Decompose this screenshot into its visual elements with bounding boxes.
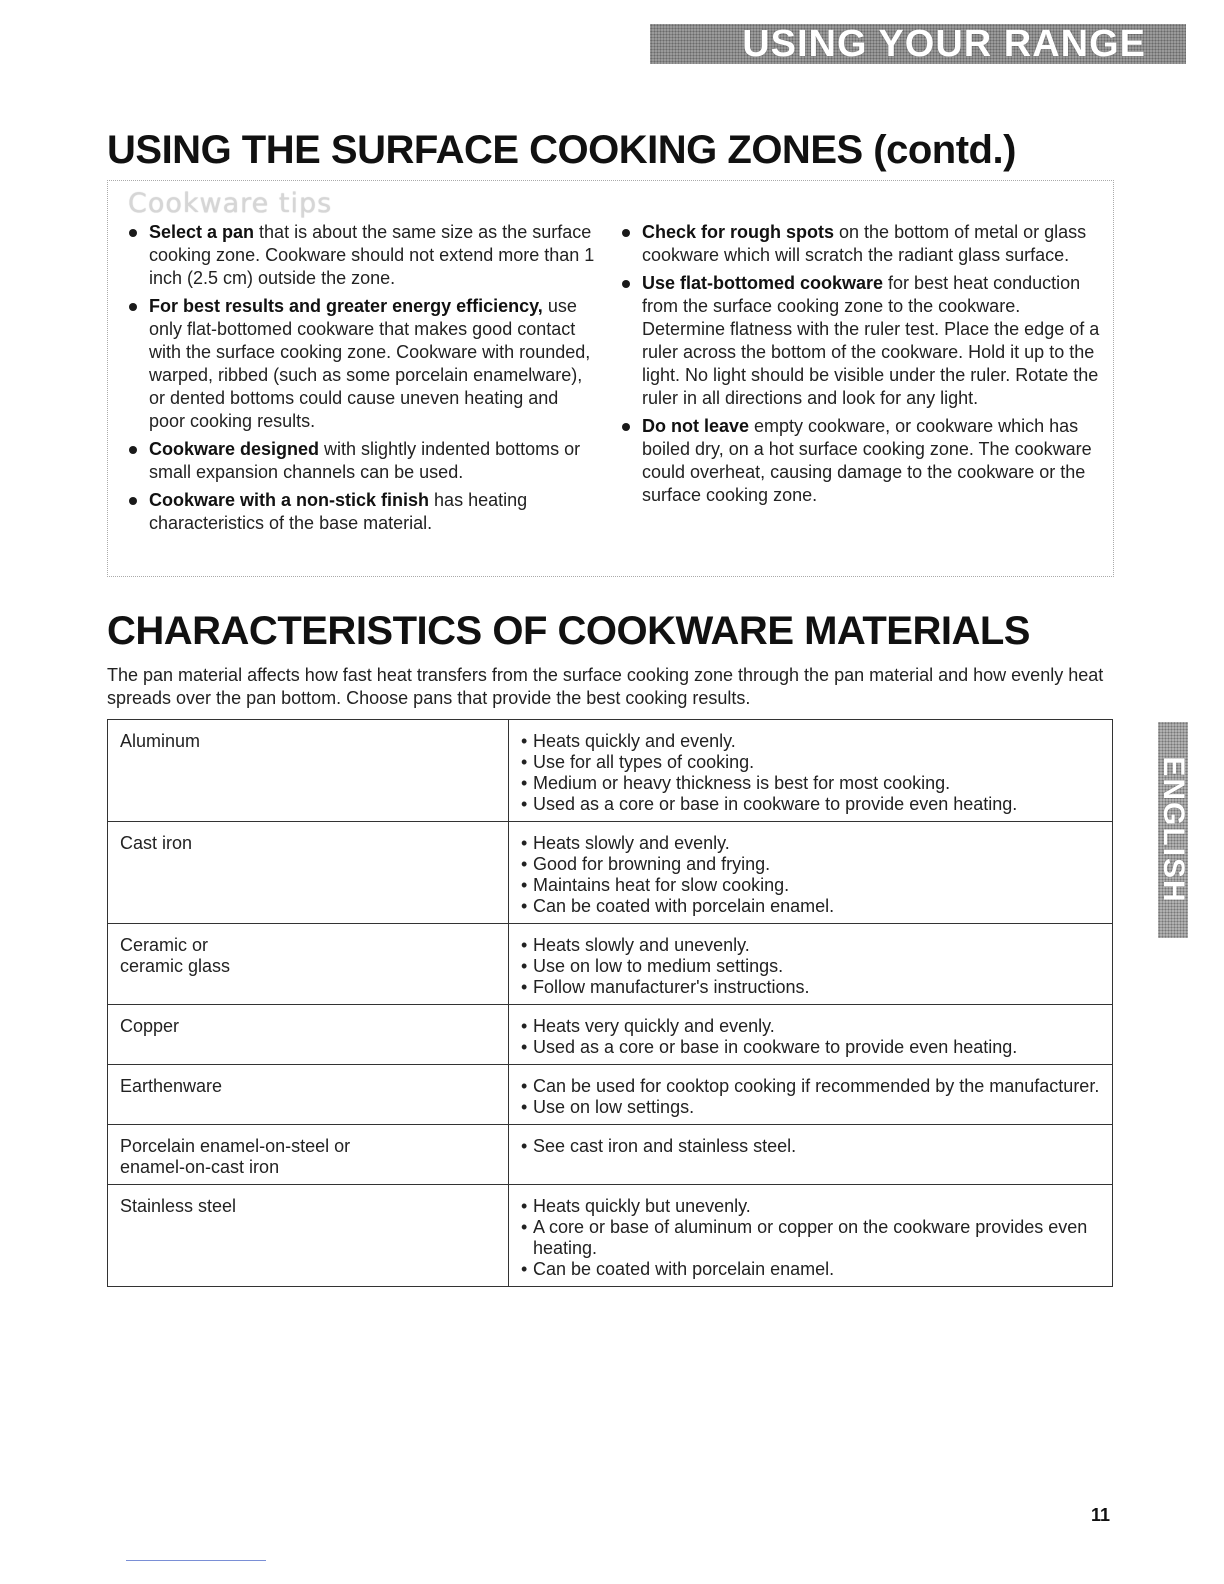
bullet-icon — [129, 497, 137, 505]
material-name: Cast iron — [108, 822, 509, 924]
table-row — [108, 822, 1113, 924]
material-properties — [509, 1005, 1113, 1065]
property-item: • Used as a core or base in cookware to provide even heating. — [521, 1037, 1100, 1058]
tip-item — [621, 221, 1103, 267]
property-item: • Heats slowly and evenly. — [521, 833, 1100, 854]
tip-lead: Cookware designed — [149, 439, 320, 459]
tip-text: with slightly indented bottoms or small expansion channels can be used. — [149, 439, 581, 482]
tip-lead: Check for rough spots — [642, 222, 835, 242]
tip-text: for best heat conduction from the surface cooking zone to the cookware. Determine flatness with the ruler test. Place the edge of a ruler across the bottom of the cookware. Hold it up to the light. No light should be visible under the ruler. Rotate the ruler in all directions and look for any light. — [642, 273, 1100, 408]
property-item: • Heats very quickly and evenly. — [521, 1016, 1100, 1037]
table-row — [108, 1065, 1113, 1125]
bullet-icon — [129, 229, 137, 237]
material-properties — [509, 1125, 1113, 1185]
bullet-icon — [622, 423, 630, 431]
property-item: • Can be coated with porcelain enamel. — [521, 896, 1100, 917]
language-side-tab — [1158, 722, 1188, 938]
bullet-icon — [129, 446, 137, 454]
bullet-icon — [129, 303, 137, 311]
property-item: • See cast iron and stainless steel. — [521, 1136, 1100, 1157]
tips-left-column — [128, 221, 598, 540]
tip-lead: Do not leave — [642, 416, 750, 436]
material-name: Earthenware — [108, 1065, 509, 1125]
property-item: • Used as a core or base in cookware to provide even heating. — [521, 794, 1100, 815]
materials-table — [107, 719, 1113, 1287]
property-item: • Can be coated with porcelain enamel. — [521, 1259, 1100, 1280]
material-name: Stainless steel — [108, 1185, 509, 1287]
materials-heading: CHARACTERISTICS OF COOKWARE MATERIALS — [107, 609, 1030, 653]
property-item: • Use on low settings. — [521, 1097, 1100, 1118]
tip-lead: Cookware with a non-stick finish — [149, 490, 430, 510]
tip-text: that is about the same size as the surface cooking zone. Cookware should not extend more than 1 inch (2.5 cm) outside the zone. — [149, 222, 595, 288]
property-item: • Heats quickly but unevenly. — [521, 1196, 1100, 1217]
table-row — [108, 924, 1113, 1005]
material-properties — [509, 1065, 1113, 1125]
table-row — [108, 720, 1113, 822]
property-item: • Good for browning and frying. — [521, 854, 1100, 875]
bullet-icon — [622, 229, 630, 237]
tip-item — [128, 489, 598, 535]
tip-item — [621, 272, 1103, 410]
property-item: • Follow manufacturer's instructions. — [521, 977, 1100, 998]
material-properties — [509, 822, 1113, 924]
tip-lead: Use flat-bottomed cookware — [642, 273, 884, 293]
property-item: • Can be used for cooktop cooking if recommended by the manufacturer. — [521, 1076, 1100, 1097]
tip-text: has heating characteristics of the base material. — [149, 490, 528, 533]
section-banner — [650, 24, 1186, 64]
tip-lead: Select a pan — [149, 222, 255, 242]
property-item: • Heats quickly and evenly. — [521, 731, 1100, 752]
tip-item — [621, 415, 1103, 507]
property-item: • Medium or heavy thickness is best for most cooking. — [521, 773, 1100, 794]
page-number: 11 — [1091, 1505, 1111, 1525]
material-name: Ceramic or ceramic glass — [108, 924, 509, 1005]
tip-item — [128, 295, 598, 433]
property-item: • A core or base of aluminum or copper on the cookware provides even heating. — [521, 1217, 1100, 1259]
tip-text: empty cookware, or cookware which has boiled dry, on a hot surface cooking zone. The cookware could overheat, causing damage to the cookware or the surface cooking zone. — [642, 416, 1092, 505]
tip-item — [128, 438, 598, 484]
material-name: Aluminum — [108, 720, 509, 822]
cookware-tips-title: Cookware tips — [128, 188, 333, 219]
language-side-tab-text: ENGLISH — [1157, 756, 1190, 904]
tip-item — [128, 221, 598, 290]
table-row — [108, 1005, 1113, 1065]
property-item: • Heats slowly and unevenly. — [521, 935, 1100, 956]
footer-rule — [126, 1560, 266, 1561]
property-item: • Use on low to medium settings. — [521, 956, 1100, 977]
material-properties — [509, 720, 1113, 822]
tip-text: on the bottom of metal or glass cookware which will scratch the radiant glass surface. — [642, 222, 1087, 265]
property-item: • Maintains heat for slow cooking. — [521, 875, 1100, 896]
material-name: Porcelain enamel-on-steel or enamel-on-cast iron — [108, 1125, 509, 1185]
material-name: Copper — [108, 1005, 509, 1065]
tip-lead: For best results and greater energy efficiency, — [149, 296, 543, 316]
section-banner-text: USING YOUR RANGE — [742, 22, 1146, 65]
table-row — [108, 1185, 1113, 1287]
materials-intro: The pan material affects how fast heat transfers from the surface cooking zone through the pan material and how evenly heat spreads over the pan bottom. Choose pans that provide the best cooking results. — [107, 665, 1104, 708]
material-properties — [509, 1185, 1113, 1287]
table-row — [108, 1125, 1113, 1185]
bullet-icon — [622, 280, 630, 288]
tips-right-column — [621, 221, 1103, 512]
material-properties — [509, 924, 1113, 1005]
tip-text: use only flat-bottomed cookware that makes good contact with the surface cooking zone. Cookware with rounded, warped, ribbed (such as some porcelain enamelware), or dented bottoms could cause uneven heating and poor cooking results. — [149, 296, 591, 431]
surface-zones-heading: USING THE SURFACE COOKING ZONES (contd.) — [107, 128, 1016, 172]
property-item: • Use for all types of cooking. — [521, 752, 1100, 773]
